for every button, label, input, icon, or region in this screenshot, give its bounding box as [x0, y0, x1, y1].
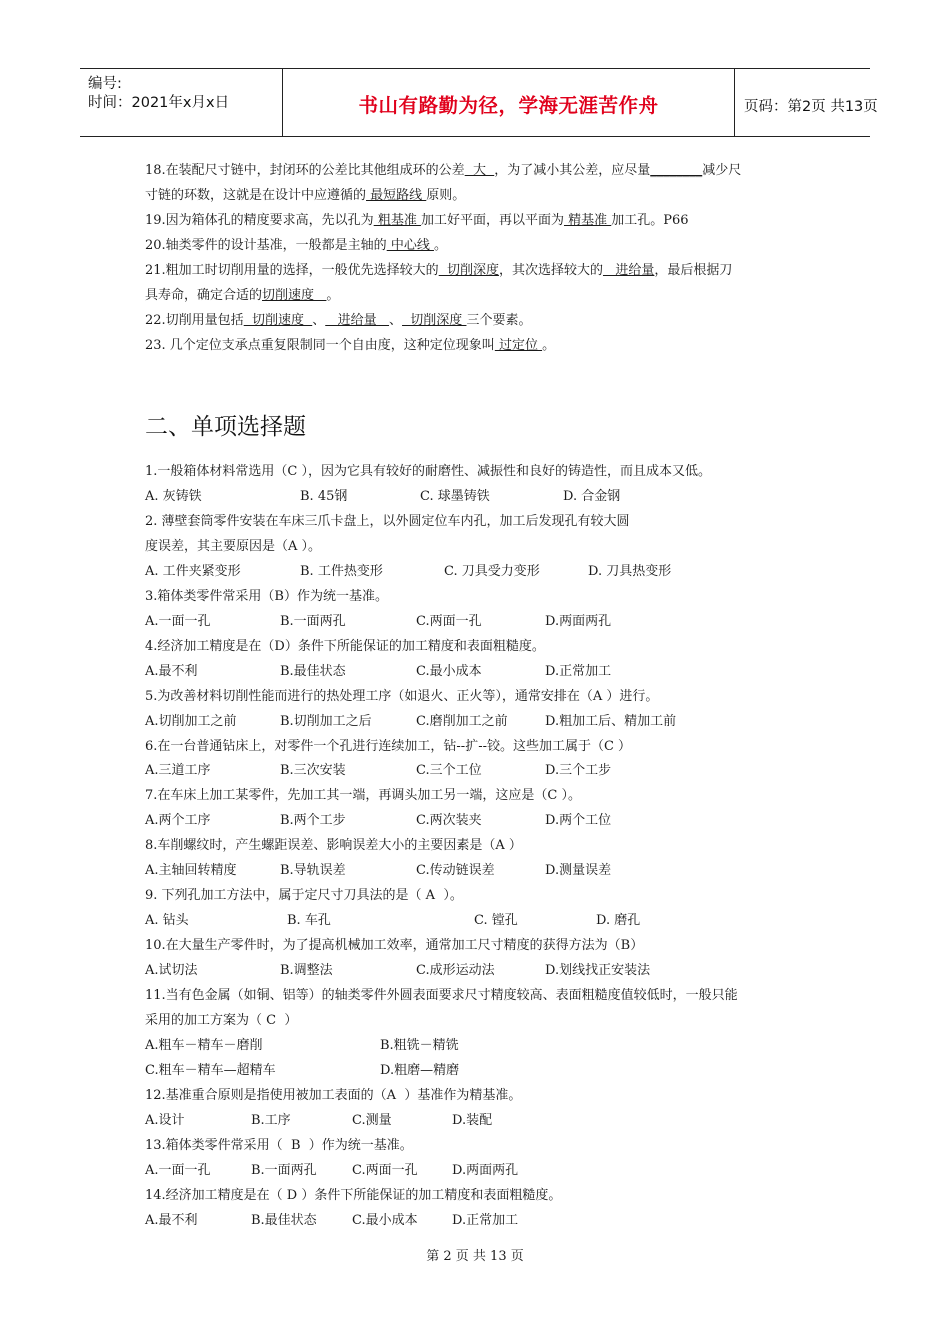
answer-option: D.两面两孔 [545, 613, 612, 629]
answer-option: D. 磨孔 [596, 913, 641, 929]
answer-blank: 切削深度 [402, 313, 467, 328]
line-text: 18.在装配尺寸链中，封闭环的公差比其他组成环的公差 [145, 163, 465, 178]
answer-option: A.两个工序 [145, 813, 211, 829]
question-stem: 2. 薄壁套筒零件安装在车床三爪卡盘上，以外圆定位车内孔，加工后发现孔有较大圆 [145, 513, 630, 529]
line-text: 20.轴类零件的设计基准，一般都是主轴的 [145, 238, 387, 253]
line-text: 22.切削用量包括 [145, 313, 244, 328]
answer-option: B. 工件热变形 [300, 563, 383, 579]
answer-option: C.粗车－精车—超精车 [145, 1062, 276, 1078]
answer-option: D.两个工位 [545, 813, 612, 829]
fill-blank-line [145, 308, 820, 333]
answer-option: C.最小成本 [416, 663, 482, 679]
answer-option: C. 镗孔 [474, 913, 518, 929]
line-text: ，最后根据刀 [654, 263, 733, 278]
answer-option: D.测量误差 [545, 863, 612, 879]
answer-option: D. 刀具热变形 [588, 563, 672, 579]
question-stem: 1.一般箱体材料常选用（C ），因为它具有较好的耐磨性、减振性和良好的铸造性，而且成本又低。 [145, 464, 711, 479]
question-stem: 9. 下列孔加工方法中，属于定尺寸刀具法的是（ A ）。 [145, 888, 463, 904]
answer-option: D.划线找正安装法 [545, 963, 651, 978]
answer-option: B.导轨误差 [280, 863, 346, 879]
answer-option: D.两面两孔 [452, 1162, 519, 1178]
page-footer: 第 2 页 共 13 页 [426, 1249, 524, 1264]
answer-option: C. 刀具受力变形 [444, 563, 540, 579]
fill-blank-line [145, 158, 820, 183]
header-motto: 书山有路勤为径，学海无涯苦作舟 [358, 94, 659, 117]
fill-blank-line [145, 233, 820, 258]
answer-option: A.粗车－精车－磨削 [145, 1037, 263, 1053]
header-date: 时间：2021年x月x日 [88, 95, 230, 111]
header-motto-cell [282, 69, 735, 136]
answer-option: C.成形运动法 [416, 963, 495, 978]
answer-option: A. 工件夹紧变形 [145, 563, 241, 579]
line-text: 加工孔。P66 [611, 213, 689, 228]
answer-option: D.粗磨—精磨 [380, 1062, 460, 1078]
answer-option: A.切削加工之前 [145, 713, 237, 729]
line-text: 。 [433, 238, 447, 253]
answer-option: C.测量 [352, 1112, 392, 1128]
answer-option: A.设计 [145, 1112, 185, 1128]
question-stem: 采用的加工方案为（ C ） [145, 1012, 298, 1028]
answer-option: B.最佳状态 [251, 1212, 317, 1228]
answer-option: A.试切法 [145, 963, 198, 978]
answer-blank: 切削深度 [438, 263, 499, 278]
question-stem: 8.车削螺纹时，产生螺距误差、影响误差大小的主要因素是（A ） [145, 838, 522, 854]
answer-option: D.装配 [452, 1112, 493, 1128]
answer-blank: 进给量 [602, 263, 655, 278]
answer-option: B.两个工步 [280, 813, 346, 829]
answer-blank: 切削速度 [243, 313, 313, 328]
question-stem: 度误差，其主要原因是（A ）。 [145, 538, 322, 554]
answer-option: B.三次安装 [280, 763, 346, 779]
answer-blank: ________ [650, 163, 703, 178]
line-text: 、 [312, 313, 326, 328]
answer-option: A.一面一孔 [145, 1162, 211, 1178]
answer-blank: 进给量 [325, 313, 390, 328]
answer-option: D.正常加工 [545, 663, 612, 679]
answer-blank: 精基准 [563, 213, 612, 228]
answer-blank: 最短路线 [366, 188, 427, 203]
line-text: 21.粗加工时切削用量的选择，一般优先选择较大的 [145, 263, 439, 278]
line-text: 原则。 [426, 188, 466, 203]
header-number: 编号: [88, 76, 122, 92]
line-text: 。 [326, 288, 340, 303]
answer-option: A.一面一孔 [145, 613, 211, 629]
answer-blank: 大 [464, 163, 495, 178]
page-header [80, 68, 878, 137]
line-text: ，其次选择较大的 [498, 263, 603, 278]
answer-option: B.工序 [251, 1112, 291, 1128]
answer-option: C.两面一孔 [416, 613, 482, 629]
answer-option: D.粗加工后、精加工前 [545, 713, 677, 729]
question-stem: 14.经济加工精度是在（ D ）条件下所能保证的加工精度和表面粗糙度。 [145, 1187, 562, 1203]
answer-option: A. 灰铸铁 [145, 488, 202, 504]
answer-blank: 过定位 [494, 338, 543, 353]
question-stem: 12.基准重合原则是指使用被加工表面的（A ）基准作为精基准。 [145, 1087, 522, 1103]
answer-option: D.正常加工 [452, 1212, 519, 1228]
section-title: 二、单项选择题 [145, 414, 306, 440]
answer-option: D.三个工步 [545, 763, 612, 779]
answer-option: A.主轴回转精度 [145, 863, 237, 879]
answer-option: C.传动链误差 [416, 863, 495, 879]
header-page-cell [734, 69, 878, 136]
answer-option: A.三道工序 [145, 763, 211, 779]
question-stem: 13.箱体类零件常采用（ B ）作为统一基准。 [145, 1137, 413, 1153]
answer-option: B. 车孔 [287, 913, 331, 929]
line-text: ，为了减小其公差，应尽量 [494, 163, 651, 178]
question-stem: 6.在一台普通钻床上，对零件一个孔进行连续加工，钻--扩--铰。这些加工属于（C ） [145, 738, 632, 754]
question-stem: 10.在大量生产零件时，为了提高机械加工效率，通常加工尺寸精度的获得方法为（B） [145, 938, 644, 954]
answer-option: A.最不利 [145, 1212, 198, 1228]
fill-blank-line [145, 333, 820, 358]
line-text: 具寿命，确定合适的 [145, 288, 263, 303]
header-page-number: 页码：第2页 共13页 [744, 99, 878, 115]
answer-option: B.最佳状态 [280, 663, 346, 679]
answer-option: B.粗铣－精铣 [380, 1037, 459, 1053]
line-text: 加工好平面，再以平面为 [420, 213, 564, 228]
fill-blank-line [145, 183, 820, 208]
line-text: 三个要素。 [466, 313, 532, 328]
line-text: 、 [389, 313, 403, 328]
header-info-cell [80, 69, 282, 136]
answer-option: C.磨削加工之前 [416, 713, 508, 729]
answer-option: C.两面一孔 [352, 1162, 418, 1178]
answer-blank: 切削速度 [262, 288, 327, 303]
question-stem: 4.经济加工精度是在（D）条件下所能保证的加工精度和表面粗糙度。 [145, 638, 545, 654]
answer-option: B. 45钢 [300, 488, 348, 504]
question-stem: 7.在车床上加工某零件，先加工其一端，再调头加工另一端，这应是（C ）。 [145, 788, 581, 804]
answer-option: C.两次装夹 [416, 813, 482, 829]
line-text: 寸链的环数，这就是在设计中应遵循的 [145, 188, 367, 203]
question-stem: 5.为改善材料切削性能而进行的热处理工序（如退火、正火等），通常安排在（A ）进行。 [145, 688, 659, 704]
answer-option: B.调整法 [280, 963, 333, 978]
answer-option: C.三个工位 [416, 763, 482, 779]
answer-option: C. 球墨铸铁 [420, 488, 490, 504]
fill-blank-line [145, 208, 820, 233]
question-stem: 3.箱体类零件常采用（B）作为统一基准。 [145, 588, 388, 604]
line-text: 19.因为箱体孔的精度要求高，先以孔为 [145, 213, 374, 228]
answer-option: A. 钻头 [145, 913, 189, 929]
answer-blank: 中心线 [386, 238, 434, 253]
answer-option: B.一面两孔 [251, 1162, 317, 1178]
answer-option: C.最小成本 [352, 1212, 418, 1228]
question-stem: 11.当有色金属（如铜、铝等）的轴类零件外圆表面要求尺寸精度较高、表面粗糙度值较低时，一般只能 [145, 988, 738, 1003]
fill-blank-line [145, 258, 820, 283]
line-text: 。 [542, 338, 556, 353]
answer-blank: 粗基准 [373, 213, 421, 228]
fill-blank-line [145, 283, 820, 308]
answer-option: B.一面两孔 [280, 613, 346, 629]
line-text: 23. 几个定位支承点重复限制同一个自由度，这种定位现象叫 [145, 338, 495, 353]
answer-option: A.最不利 [145, 663, 198, 679]
answer-option: B.切削加工之后 [280, 713, 372, 729]
line-text: 减少尺 [702, 163, 742, 178]
answer-option: D. 合金钢 [563, 488, 621, 504]
